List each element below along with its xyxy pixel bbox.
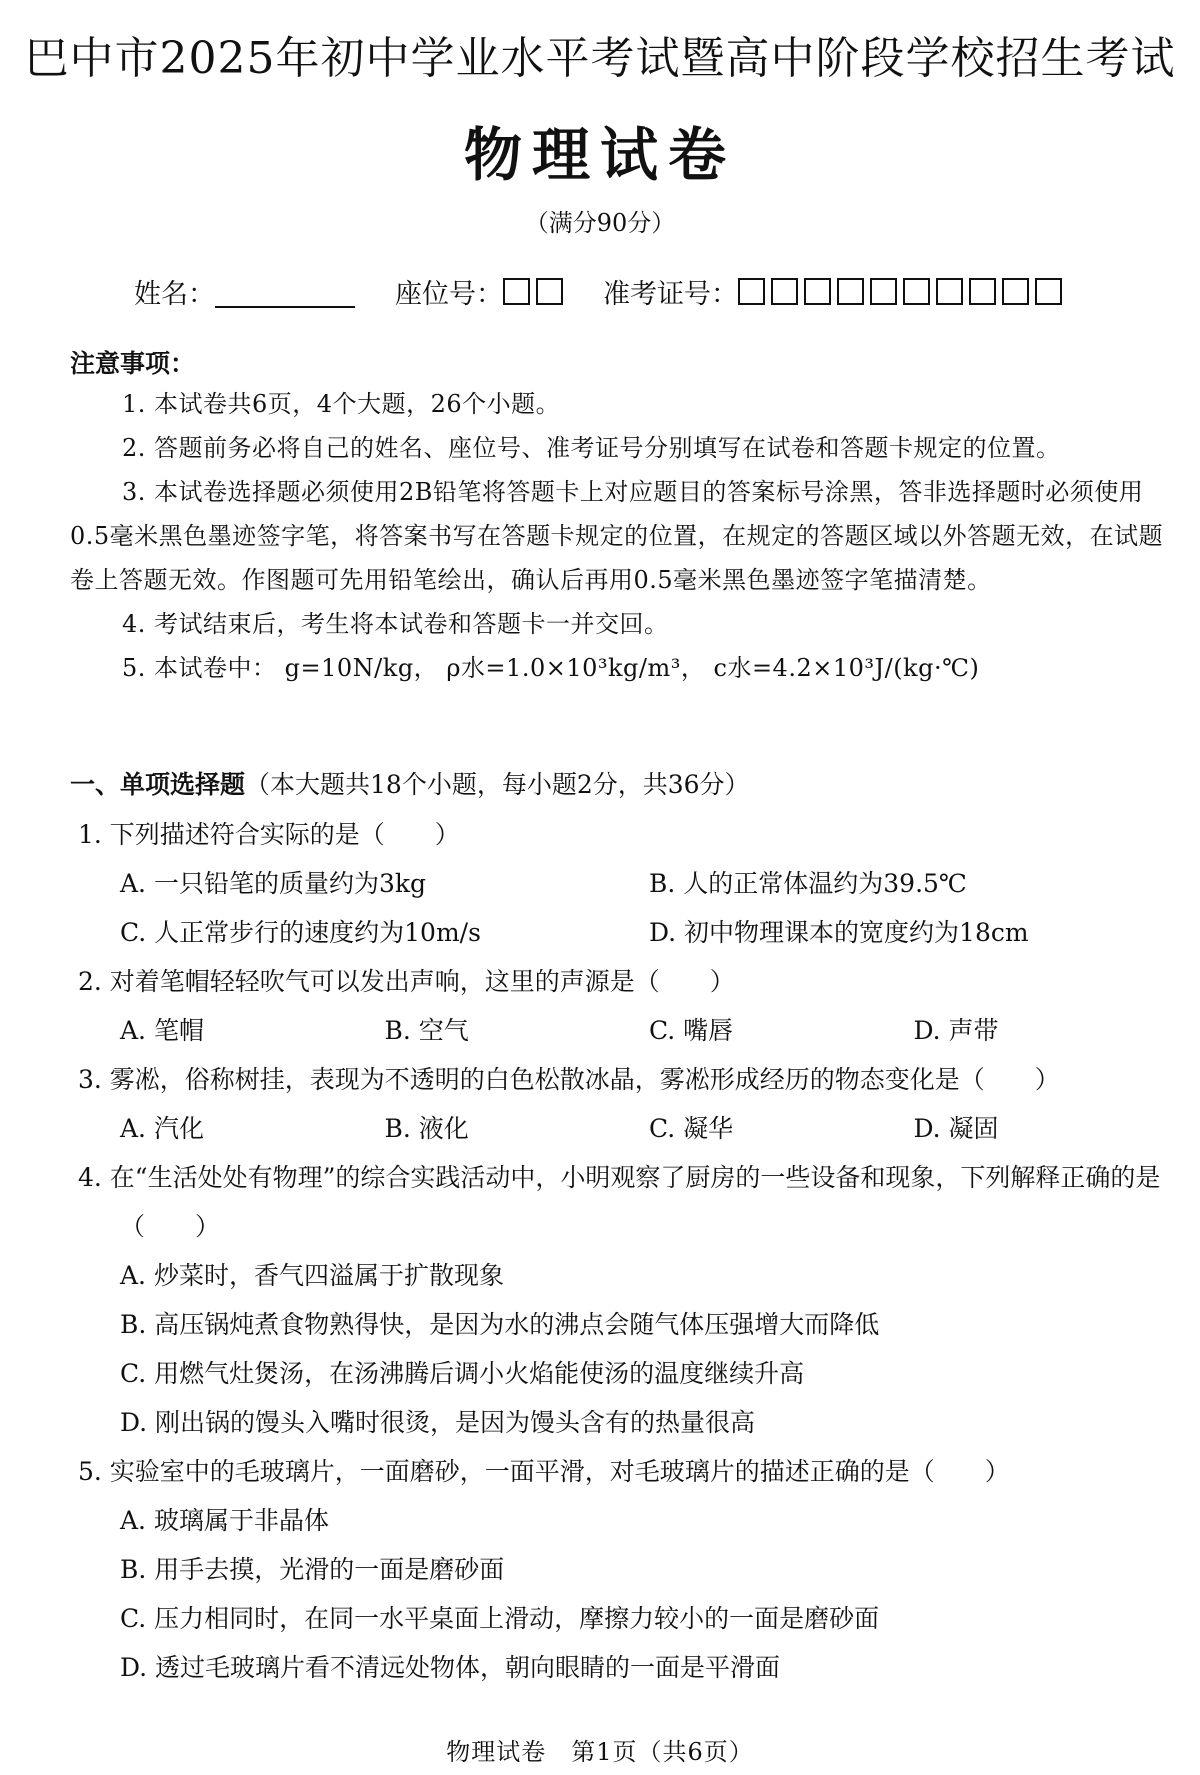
question-stem: 2. 对着笔帽轻轻吹气可以发出声响，这里的声源是（ ） xyxy=(78,967,735,996)
option-c[interactable]: C. 用燃气灶煲汤，在汤沸腾后调小火焰能使汤的温度继续升高 xyxy=(120,1359,805,1388)
option-row xyxy=(78,1104,1178,1153)
question-3 xyxy=(78,1055,1178,1153)
ticket-box[interactable] xyxy=(738,278,765,305)
notice-heading: 注意事项： xyxy=(70,349,196,378)
option-row xyxy=(78,908,1178,957)
page-footer: 物理试卷 第1页（共6页） xyxy=(446,1738,754,1766)
option-a[interactable]: A. 笔帽 xyxy=(120,1016,204,1045)
name-field[interactable] xyxy=(215,276,355,308)
notice-list xyxy=(70,382,1180,690)
option-c[interactable]: C. 人正常步行的速度约为10m/s xyxy=(120,918,481,947)
option-d[interactable]: D. 刚出锅的馒头入嘴时很烫，是因为馒头含有的热量很高 xyxy=(120,1408,756,1437)
option-a[interactable]: A. 炒菜时，香气四溢属于扩散现象 xyxy=(120,1261,504,1290)
ticket-box[interactable] xyxy=(870,278,897,305)
constant-rho-water: ρ水=1.0×10³kg/m³， xyxy=(446,654,706,682)
option-list xyxy=(78,1496,1178,1692)
question-5 xyxy=(78,1447,1178,1692)
question-1 xyxy=(78,810,1178,957)
question-list xyxy=(78,810,1178,1692)
ticket-box[interactable] xyxy=(1035,278,1062,305)
option-c[interactable]: C. 凝华 xyxy=(649,1114,734,1143)
ticket-number-boxes[interactable] xyxy=(738,278,1062,305)
constants-prefix: 5. 本试卷中： xyxy=(122,654,277,682)
option-c[interactable]: C. 嘴唇 xyxy=(649,1016,734,1045)
exam-title: 巴中市2025年初中学业水平考试暨高中阶段学校招生考试 xyxy=(24,33,1176,84)
ticket-box[interactable] xyxy=(837,278,864,305)
seat-label: 座位号： xyxy=(395,279,503,310)
question-4 xyxy=(78,1153,1178,1447)
seat-box[interactable] xyxy=(536,278,563,305)
candidate-info-row xyxy=(134,272,1102,311)
full-score: （满分90分） xyxy=(524,209,676,237)
section-title: 一、单项选择题 xyxy=(70,770,246,799)
section-desc: （本大题共18个小题，每小题2分，共36分） xyxy=(245,770,750,799)
ticket-box[interactable] xyxy=(1002,278,1029,305)
notice-item-constants xyxy=(70,646,1180,690)
option-a[interactable]: A. 汽化 xyxy=(120,1114,204,1143)
option-row xyxy=(78,1006,1178,1055)
option-a[interactable]: A. 一只铅笔的质量约为3kg xyxy=(120,869,427,898)
question-stem: 1. 下列描述符合实际的是（ ） xyxy=(78,820,460,849)
section-heading xyxy=(70,765,750,801)
option-d[interactable]: D. 凝固 xyxy=(913,1114,999,1143)
notice-item: 4. 考试结束后，考生将本试卷和答题卡一并交回。 xyxy=(122,610,669,638)
question-stem: 3. 雾凇，俗称树挂，表现为不透明的白色松散冰晶，雾凇形成经历的物态变化是（ ） xyxy=(78,1065,1060,1094)
exam-subject: 物理试卷 xyxy=(463,121,736,189)
question-2 xyxy=(78,957,1178,1055)
ticket-box[interactable] xyxy=(969,278,996,305)
option-d[interactable]: D. 声带 xyxy=(913,1016,999,1045)
name-label: 姓名： xyxy=(134,279,215,310)
option-c[interactable]: C. 压力相同时，在同一水平桌面上滑动，摩擦力较小的一面是磨砂面 xyxy=(120,1604,880,1633)
option-list xyxy=(78,1251,1178,1447)
option-d[interactable]: D. 初中物理课本的宽度约为18cm xyxy=(649,918,1029,947)
option-b[interactable]: B. 空气 xyxy=(384,1016,469,1045)
option-b[interactable]: B. 液化 xyxy=(384,1114,469,1143)
question-stem: 5. 实验室中的毛玻璃片，一面磨砂，一面平滑，对毛玻璃片的描述正确的是（ ） xyxy=(78,1457,1010,1486)
ticket-box[interactable] xyxy=(771,278,798,305)
option-row xyxy=(78,859,1178,908)
seat-number-boxes[interactable] xyxy=(503,278,563,305)
ticket-box[interactable] xyxy=(903,278,930,305)
notice-item: 3. 本试卷选择题必须使用2B铅笔将答题卡上对应题目的答案标号涂黑，答非选择题时必须使用0.5毫米黑色墨迹签字笔，将答案书写在答题卡规定的位置，在规定的答题区域以外答题无效，在试题卷上答题无效。作图题可先用铅笔绘出，确认后再用0.5毫米黑色墨迹签字笔描清楚。 xyxy=(70,478,1164,594)
question-stem: 4. 在“生活处处有物理”的综合实践活动中，小明观察了厨房的一些设备和现象，下列解释正确的是（ ） xyxy=(78,1163,1161,1241)
constant-g: g=10N/kg， xyxy=(284,654,439,682)
option-a[interactable]: A. 玻璃属于非晶体 xyxy=(120,1506,329,1535)
ticket-label: 准考证号： xyxy=(603,279,738,310)
option-b[interactable]: B. 用手去摸，光滑的一面是磨砂面 xyxy=(120,1555,505,1584)
option-b[interactable]: B. 人的正常体温约为39.5℃ xyxy=(649,869,967,898)
constant-c-water: c水=4.2×10³J/(kg·℃) xyxy=(713,654,980,682)
ticket-box[interactable] xyxy=(804,278,831,305)
seat-box[interactable] xyxy=(503,278,530,305)
ticket-box[interactable] xyxy=(936,278,963,305)
option-b[interactable]: B. 高压锅炖煮食物熟得快，是因为水的沸点会随气体压强增大而降低 xyxy=(120,1310,880,1339)
option-d[interactable]: D. 透过毛玻璃片看不清远处物体，朝向眼睛的一面是平滑面 xyxy=(120,1653,781,1682)
notice-item: 2. 答题前务必将自己的姓名、座位号、准考证号分别填写在试卷和答题卡规定的位置。 xyxy=(122,434,1061,462)
notice-item: 1. 本试卷共6页，4个大题，26个小题。 xyxy=(122,390,561,418)
